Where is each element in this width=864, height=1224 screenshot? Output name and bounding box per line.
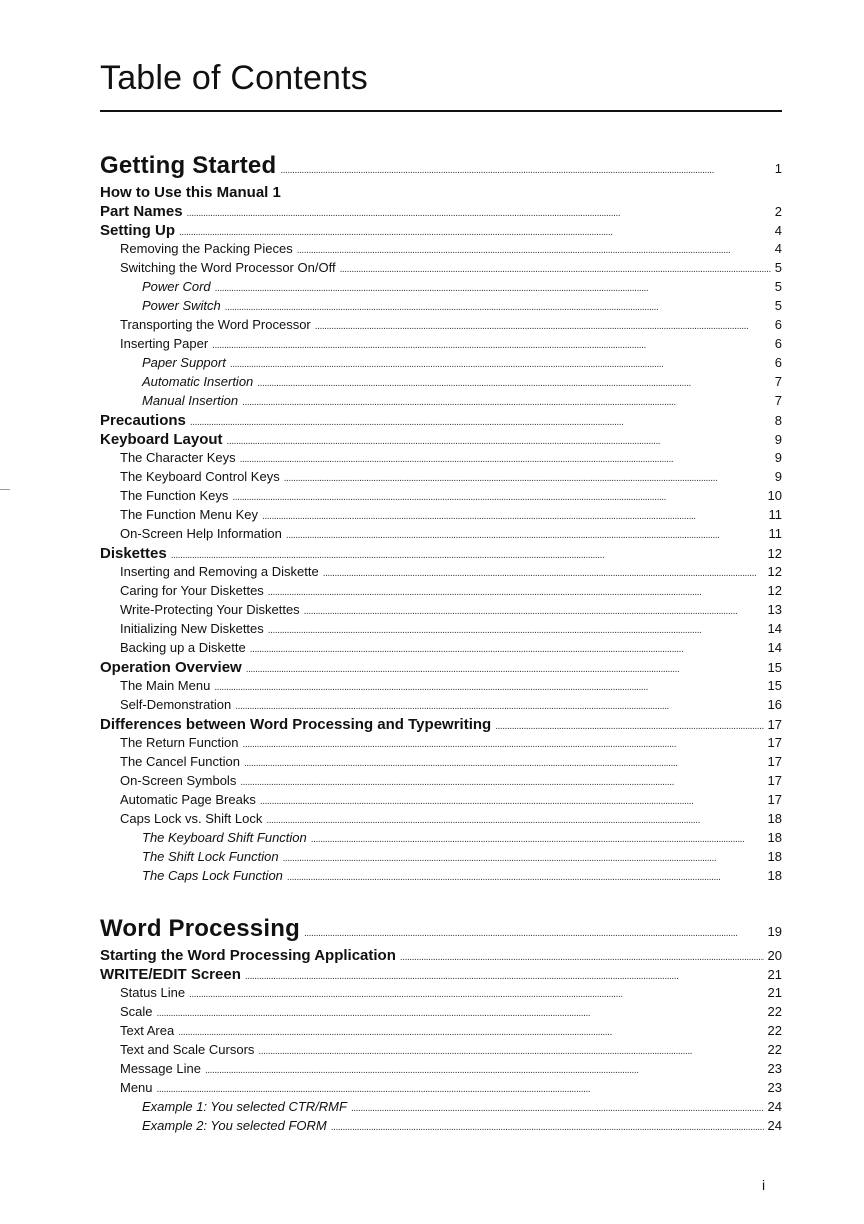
toc-subsection xyxy=(100,241,782,260)
dot-leader xyxy=(304,915,764,943)
toc-entry-title: The Function Keys xyxy=(120,488,229,503)
toc-subsection xyxy=(100,621,782,640)
toc-entry-page: 24 xyxy=(767,1118,782,1133)
toc-entry-title: Initializing New Diskettes xyxy=(120,621,264,636)
dot-leader xyxy=(262,507,764,522)
dot-leader xyxy=(214,678,763,693)
dot-leader xyxy=(268,621,764,636)
toc-subsection xyxy=(100,526,782,545)
toc-chapter xyxy=(100,915,782,945)
toc-entry-page: 18 xyxy=(767,868,782,883)
toc-entry-title: Removing the Packing Pieces xyxy=(120,241,293,256)
toc-subsection xyxy=(100,564,782,583)
toc-entry-page: 12 xyxy=(767,546,782,561)
toc-entry-title: Keyboard Layout xyxy=(100,431,223,448)
toc-subsection xyxy=(100,754,782,773)
toc-subsection xyxy=(100,1080,782,1099)
toc-section xyxy=(100,659,782,678)
toc-entry-page: 6 xyxy=(774,355,782,370)
toc-entry-title: The Caps Lock Function xyxy=(142,868,283,883)
dot-leader xyxy=(179,222,771,239)
toc-subsection xyxy=(100,792,782,811)
toc-entry-page: 11 xyxy=(768,526,782,541)
toc-entry-page: 11 xyxy=(768,507,782,522)
toc-entry-title: Paper Support xyxy=(142,355,226,370)
margin-mark xyxy=(0,489,10,490)
dot-leader xyxy=(311,830,764,845)
toc-entry-page: 5 xyxy=(774,260,782,275)
toc-entry-title: Part Names xyxy=(100,203,183,220)
dot-leader xyxy=(189,985,763,1000)
toc-entry-page: 9 xyxy=(774,469,782,484)
toc-entry-page: 17 xyxy=(767,792,782,807)
dot-leader xyxy=(240,450,771,465)
toc-entry-page: 22 xyxy=(767,1042,782,1057)
toc-subsection xyxy=(100,1023,782,1042)
toc-entry-page: 1 xyxy=(774,161,782,176)
dot-leader xyxy=(495,716,763,733)
toc-entry-title: The Function Menu Key xyxy=(120,507,259,522)
toc-subsection xyxy=(100,811,782,830)
dot-leader xyxy=(242,393,771,408)
toc-subsection xyxy=(100,317,782,336)
toc-entry-title: Power Switch xyxy=(142,298,221,313)
toc-entry-title: The Main Menu xyxy=(120,678,211,693)
toc-entry-page: 9 xyxy=(774,450,782,465)
toc-subsubsection xyxy=(100,298,782,317)
toc-entry-page: 7 xyxy=(774,374,782,389)
toc-entry-title: Setting Up xyxy=(100,222,175,239)
toc-entry-title: Inserting Paper xyxy=(120,336,209,351)
toc-entry-page: 9 xyxy=(774,432,782,447)
page-folio: i xyxy=(762,1177,766,1193)
toc-subsection xyxy=(100,450,782,469)
toc-subsubsection xyxy=(100,849,782,868)
toc-entry-page: 7 xyxy=(774,393,782,408)
toc-entry-page: 18 xyxy=(767,849,782,864)
toc-entry-title: The Shift Lock Function xyxy=(142,849,279,864)
toc-entry-title: Status Line xyxy=(120,985,186,1000)
toc-entry-title: Operation Overview xyxy=(100,659,242,676)
toc-entry-page: 18 xyxy=(767,811,782,826)
toc-entry-page: 14 xyxy=(767,621,782,636)
dot-leader xyxy=(331,1118,764,1133)
dot-leader xyxy=(340,260,771,275)
dot-leader xyxy=(215,279,771,294)
dot-leader xyxy=(283,849,764,864)
toc-entry-title: WRITE/EDIT Screen xyxy=(100,966,241,983)
dot-leader xyxy=(246,659,764,676)
page-title: Table of Contents xyxy=(100,59,369,97)
dot-leader xyxy=(235,697,763,712)
toc-entry-title: Getting Started xyxy=(100,152,277,179)
dot-leader xyxy=(171,545,764,562)
toc-entry-page: 5 xyxy=(774,279,782,294)
toc-subsection xyxy=(100,678,782,697)
dot-leader xyxy=(315,317,771,332)
toc-entry-page: 17 xyxy=(767,717,782,732)
dot-leader xyxy=(284,469,771,484)
dot-leader xyxy=(304,602,764,617)
toc-entry-page: 16 xyxy=(767,697,782,712)
toc-chapter xyxy=(100,152,782,182)
toc-entry-title: Diskettes xyxy=(100,545,167,562)
toc-entry-page: 13 xyxy=(767,602,782,617)
toc-entry-title: Caps Lock vs. Shift Lock xyxy=(120,811,263,826)
toc-entry-title: The Return Function xyxy=(120,735,239,750)
toc-section xyxy=(100,222,782,241)
toc-entry-page: 6 xyxy=(774,317,782,332)
toc-entry-title: Text Area xyxy=(120,1023,175,1038)
toc-subsection xyxy=(100,985,782,1004)
toc-subsection xyxy=(100,735,782,754)
dot-leader xyxy=(260,792,764,807)
toc-subsubsection xyxy=(100,279,782,298)
toc-subsection xyxy=(100,1061,782,1080)
dot-leader xyxy=(212,336,771,351)
toc-entry-title: Message Line xyxy=(120,1061,201,1076)
toc-section xyxy=(100,412,782,431)
toc-subsection xyxy=(100,1042,782,1061)
toc-section xyxy=(100,184,782,203)
toc-subsubsection xyxy=(100,868,782,887)
toc-entry-page: 6 xyxy=(774,336,782,351)
toc-entry-title: Manual Insertion xyxy=(142,393,239,408)
toc-entry-title: Caring for Your Diskettes xyxy=(120,583,264,598)
toc-subsubsection xyxy=(100,355,782,374)
table-of-contents xyxy=(100,152,782,1137)
dot-leader xyxy=(245,966,764,983)
toc-entry-page: 20 xyxy=(767,948,782,963)
toc-subsection xyxy=(100,640,782,659)
toc-entry-title: Differences between Word Processing and Typewriting xyxy=(100,716,492,733)
toc-entry-page: 17 xyxy=(767,754,782,769)
dot-leader xyxy=(258,1042,763,1057)
toc-subsection xyxy=(100,697,782,716)
toc-subsection xyxy=(100,773,782,792)
toc-entry-title: On-Screen Symbols xyxy=(120,773,237,788)
toc-entry-title: Example 2: You selected FORM xyxy=(142,1118,327,1133)
toc-subsubsection xyxy=(100,830,782,849)
dot-leader xyxy=(257,374,770,389)
toc-entry-page: 22 xyxy=(767,1023,782,1038)
toc-section xyxy=(100,947,782,966)
toc-section xyxy=(100,203,782,222)
dot-leader xyxy=(178,1023,763,1038)
dot-leader xyxy=(351,1099,764,1114)
title-rule xyxy=(100,110,782,112)
dot-leader xyxy=(187,203,771,220)
dot-leader xyxy=(297,241,771,256)
dot-leader xyxy=(225,298,771,313)
toc-entry-page: 22 xyxy=(767,1004,782,1019)
toc-entry-page: 18 xyxy=(767,830,782,845)
dot-leader xyxy=(400,947,764,964)
toc-entry-page: 8 xyxy=(774,413,782,428)
toc-entry-title: Scale xyxy=(120,1004,153,1019)
toc-entry-title: How to Use this Manual 1 xyxy=(100,184,281,201)
toc-entry-page: 2 xyxy=(774,204,782,219)
toc-section xyxy=(100,545,782,564)
dot-leader xyxy=(287,868,764,883)
dot-leader xyxy=(157,1004,764,1019)
toc-entry-title: Automatic Insertion xyxy=(142,374,254,389)
dot-leader xyxy=(280,152,770,180)
dot-leader xyxy=(190,412,771,429)
toc-entry-title: On-Screen Help Information xyxy=(120,526,282,541)
toc-entry-page: 17 xyxy=(767,773,782,788)
dot-leader xyxy=(157,1080,764,1095)
toc-entry-title: The Cancel Function xyxy=(120,754,240,769)
toc-entry-page: 21 xyxy=(767,967,782,982)
toc-entry-title: Example 1: You selected CTR/RMF xyxy=(142,1099,347,1114)
toc-entry-title: Self-Demonstration xyxy=(120,697,232,712)
toc-entry-page: 4 xyxy=(774,241,782,256)
dot-leader xyxy=(230,355,771,370)
dot-leader xyxy=(240,773,763,788)
toc-entry-title: Backing up a Diskette xyxy=(120,640,246,655)
toc-section xyxy=(100,431,782,450)
toc-entry-page: 17 xyxy=(767,735,782,750)
toc-entry-page: 10 xyxy=(767,488,782,503)
toc-entry-page: 21 xyxy=(767,985,782,1000)
toc-section xyxy=(100,966,782,985)
dot-leader xyxy=(266,811,763,826)
toc-subsection xyxy=(100,488,782,507)
toc-entry-page: 14 xyxy=(767,640,782,655)
dot-leader xyxy=(250,640,764,655)
toc-subsection xyxy=(100,583,782,602)
toc-subsubsection xyxy=(100,1118,782,1137)
toc-entry-title: The Keyboard Shift Function xyxy=(142,830,307,845)
toc-entry-page: 12 xyxy=(767,564,782,579)
toc-entry-title: Inserting and Removing a Diskette xyxy=(120,564,319,579)
toc-section xyxy=(100,716,782,735)
toc-subsection xyxy=(100,1004,782,1023)
toc-entry-title: Menu xyxy=(120,1080,153,1095)
dot-leader xyxy=(268,583,764,598)
toc-entry-title: The Character Keys xyxy=(120,450,236,465)
toc-subsection xyxy=(100,602,782,621)
toc-entry-page: 24 xyxy=(767,1099,782,1114)
toc-entry-title: Word Processing xyxy=(100,915,300,942)
toc-entry-page: 23 xyxy=(767,1080,782,1095)
toc-entry-title: Power Cord xyxy=(142,279,211,294)
toc-entry-title: The Keyboard Control Keys xyxy=(120,469,280,484)
dot-leader xyxy=(232,488,763,503)
toc-entry-title: Switching the Word Processor On/Off xyxy=(120,260,336,275)
toc-subsubsection xyxy=(100,1099,782,1118)
toc-subsubsection xyxy=(100,374,782,393)
toc-entry-page: 15 xyxy=(767,678,782,693)
toc-entry-title: Transporting the Word Processor xyxy=(120,317,311,332)
toc-entry-page: 15 xyxy=(767,660,782,675)
toc-entry-title: Starting the Word Processing Application xyxy=(100,947,396,964)
toc-subsection xyxy=(100,260,782,279)
toc-entry-title: Text and Scale Cursors xyxy=(120,1042,255,1057)
dot-leader xyxy=(227,431,771,448)
toc-entry-page: 12 xyxy=(767,583,782,598)
dot-leader xyxy=(243,735,764,750)
toc-subsection xyxy=(100,469,782,488)
dot-leader xyxy=(323,564,764,579)
toc-subsubsection xyxy=(100,393,782,412)
toc-entry-title: Precautions xyxy=(100,412,186,429)
toc-entry-page: 5 xyxy=(774,298,782,313)
toc-entry-page: 23 xyxy=(767,1061,782,1076)
dot-leader xyxy=(286,526,765,541)
toc-entry-page: 19 xyxy=(767,924,782,939)
toc-entry-title: Automatic Page Breaks xyxy=(120,792,256,807)
toc-entry-title: Write-Protecting Your Diskettes xyxy=(120,602,300,617)
dot-leader xyxy=(244,754,764,769)
toc-entry-page: 4 xyxy=(774,223,782,238)
toc-subsection xyxy=(100,336,782,355)
dot-leader xyxy=(205,1061,764,1076)
toc-subsection xyxy=(100,507,782,526)
